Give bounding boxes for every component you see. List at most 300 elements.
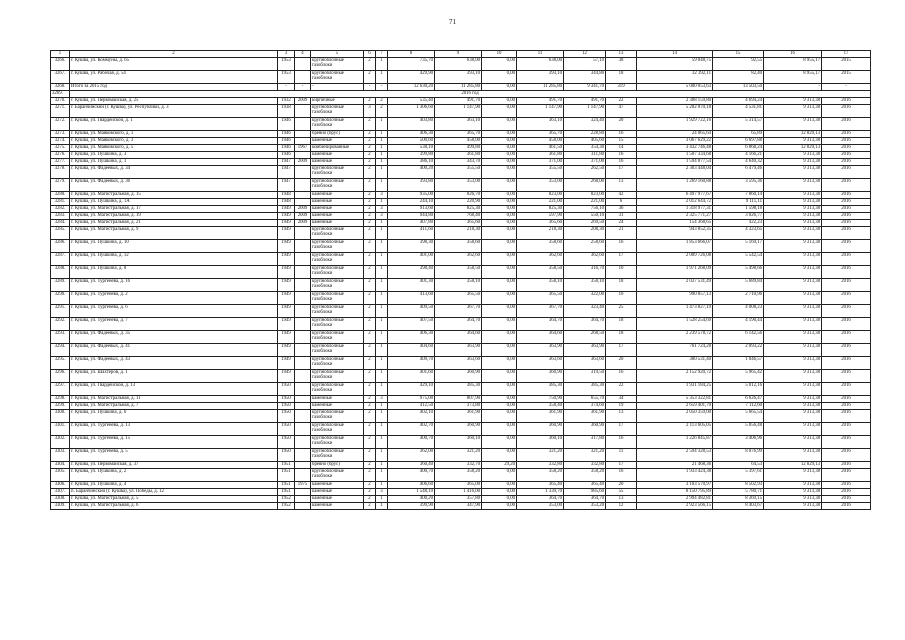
- table-cell: 8 502,93: [713, 481, 764, 488]
- table-cell: 2016: [822, 265, 871, 278]
- table-cell: 2: [364, 448, 376, 461]
- table-cell: 321,20: [564, 448, 606, 461]
- table-cell: 355,50: [435, 165, 482, 178]
- table-cell: 6 697,88: [713, 137, 764, 144]
- table-cell: комбинированные: [311, 144, 364, 151]
- table-cell: 358,20: [435, 468, 482, 481]
- table-cell: 1953: [278, 58, 295, 71]
- table-cell: 364,60: [517, 330, 564, 343]
- table-cell: 3272.: [51, 117, 70, 130]
- table-cell: 2016: [822, 205, 871, 212]
- table-cell: -: [295, 84, 311, 91]
- table-cell: 1 318 977,31: [637, 205, 713, 212]
- table-cell: 17: [606, 343, 637, 356]
- table-cell: 1949: [278, 369, 295, 382]
- table-cell: 57,10: [564, 58, 606, 71]
- table-cell: 9 313,38: [764, 158, 822, 165]
- table-row: [51, 382, 871, 395]
- table-cell: крупноблочные газоблоки: [311, 422, 364, 435]
- table-cell: 2 994 482,81: [637, 495, 713, 502]
- table-cell: 2: [364, 158, 376, 165]
- table-cell: 2: [364, 409, 376, 422]
- table-cell: 0,00: [482, 71, 517, 84]
- column-header: 16: [764, 51, 822, 58]
- table-cell: 3304.: [51, 461, 70, 468]
- table-cell: 1951: [278, 481, 295, 488]
- table-cell: 1 929 722,16: [637, 117, 713, 130]
- table-cell: 756,10: [564, 205, 606, 212]
- table-cell: 2 303 448,04: [637, 165, 713, 178]
- table-cell: 47: [606, 104, 637, 117]
- table-cell: 411,60: [388, 226, 435, 239]
- table-cell: г. Кушва, ул. Гвардейской, д. 13: [70, 382, 278, 395]
- table-cell: 363,60: [517, 356, 564, 369]
- table-cell: 2: [364, 58, 376, 71]
- table-cell: 2016: [822, 481, 871, 488]
- table-cell: 1949: [278, 304, 295, 317]
- table-cell: 363,10: [435, 117, 482, 130]
- table-cell: 321,20: [517, 448, 564, 461]
- table-cell: г. Кушва, ул. Гвардейской, д. 1: [70, 117, 278, 130]
- table-cell: 1 933 424,38: [637, 468, 713, 481]
- table-cell: 20: [606, 481, 637, 488]
- table-cell: 943 852,35: [637, 226, 713, 239]
- table-cell: 2016: [822, 198, 871, 205]
- table-cell: 9 313,38: [764, 239, 822, 252]
- table-cell: 3283.: [51, 212, 70, 219]
- table-cell: г. Кушва, ул. Фадеевых, д. 35: [70, 330, 278, 343]
- table-cell: 9 111,11: [713, 198, 764, 205]
- table-cell: 25: [606, 304, 637, 317]
- table-cell: 3 432 746,48: [637, 144, 713, 151]
- table-cell: 2016: [822, 402, 871, 409]
- table-cell: 1 339,70: [517, 488, 564, 495]
- table-cell: 5 202 070,18: [637, 104, 713, 117]
- table-cell: 385,30: [517, 382, 564, 395]
- table-cell: 11 285,80: [435, 84, 482, 91]
- table-cell: [295, 356, 311, 369]
- table-cell: 2009: [295, 219, 311, 226]
- table-cell: 358,10: [564, 278, 606, 291]
- table-cell: 1951: [278, 461, 295, 468]
- table-cell: 1: [376, 409, 388, 422]
- table-cell: 2016: [822, 304, 871, 317]
- table-cell: 268,50: [564, 330, 606, 343]
- table-cell: 22: [606, 382, 637, 395]
- table-cell: 0,00: [482, 198, 517, 205]
- table-cell: 22: [606, 97, 637, 104]
- table-cell: 29,20: [482, 461, 517, 468]
- table-cell: 317,80: [564, 435, 606, 448]
- table-cell: 17: [606, 461, 637, 468]
- table-cell: 2: [364, 461, 376, 468]
- table-cell: 0,00: [482, 495, 517, 502]
- table-cell: [295, 330, 311, 343]
- table-cell: 24 065,64: [637, 130, 713, 137]
- table-cell: 2: [364, 291, 376, 304]
- table-cell: 316,70: [564, 265, 606, 278]
- table-cell: 735,70: [388, 58, 435, 71]
- table-cell: 9 313,38: [764, 356, 822, 369]
- table-cell: 220,90: [435, 198, 482, 205]
- table-cell: 258,60: [564, 239, 606, 252]
- table-cell: г. Кушва, ул. Фадеевых, д. 36: [70, 178, 278, 191]
- table-cell: 406,30: [388, 330, 435, 343]
- table-cell: 8 955,17: [764, 71, 822, 84]
- table-cell: 1952: [278, 495, 295, 502]
- table-cell: [295, 71, 311, 84]
- table-cell: 363,90: [564, 343, 606, 356]
- table-cell: 1975: [295, 481, 311, 488]
- table-cell: 2016: [822, 117, 871, 130]
- table-cell: 2016: [822, 369, 871, 382]
- table-cell: 3 103 570,97: [637, 481, 713, 488]
- table-cell: 9 313,38: [764, 369, 822, 382]
- table-cell: 1 147,90: [435, 104, 482, 117]
- table-cell: 7 860,14: [713, 191, 764, 198]
- table-cell: 0,00: [482, 219, 517, 226]
- table-cell: 400,70: [388, 435, 435, 448]
- table-cell: 807,90: [435, 395, 482, 402]
- table-cell: г. Кушва, ул. Пушкина, д. 12: [70, 252, 278, 265]
- table-cell: 2: [376, 104, 388, 117]
- table-cell: 2: [364, 117, 376, 130]
- table-cell: 409,70: [388, 356, 435, 369]
- column-header: 8: [388, 51, 435, 58]
- table-cell: г. Кушва, ул. Тургенева, д. 15: [70, 435, 278, 448]
- table-cell: 2: [364, 422, 376, 435]
- table-cell: 2016: [822, 137, 871, 144]
- table-cell: [295, 304, 311, 317]
- table-row: [51, 402, 871, 409]
- table-cell: 0,00: [482, 97, 517, 104]
- table-cell: 1 416,00: [435, 488, 482, 495]
- table-cell: 3281.: [51, 198, 70, 205]
- table-cell: каменные: [311, 502, 364, 509]
- table-cell: 9 313,38: [764, 382, 822, 395]
- table-cell: 2015: [822, 71, 871, 84]
- column-header: 1: [51, 51, 70, 58]
- table-cell: 17: [606, 422, 637, 435]
- table-cell: 3289.: [51, 278, 70, 291]
- table-cell: 0,00: [482, 422, 517, 435]
- table-cell: 3307.: [51, 488, 70, 495]
- table-cell: 2 239 578,72: [637, 330, 713, 343]
- table-cell: крупноблочные газоблоки: [311, 330, 364, 343]
- table-cell: 0,00: [482, 117, 517, 130]
- table-cell: г. Кушва, ул. Магистральная, д. 11: [70, 395, 278, 402]
- table-cell: 2: [364, 144, 376, 151]
- column-header: 12: [564, 51, 606, 58]
- table-cell: 2 710,96: [713, 291, 764, 304]
- table-cell: 9 313,38: [764, 212, 822, 219]
- column-header: 2: [70, 51, 278, 58]
- table-cell: [295, 422, 311, 435]
- table-cell: 8 369,15: [713, 495, 764, 502]
- table-cell: 262,50: [564, 165, 606, 178]
- table-cell: 0,00: [482, 212, 517, 219]
- table-cell: 361,90: [517, 409, 564, 422]
- table-cell: 332,80: [517, 461, 564, 468]
- table-cell: 16: [606, 239, 637, 252]
- table-cell: 393,10: [517, 71, 564, 84]
- table-cell: 491,70: [517, 97, 564, 104]
- table-cell: 363,60: [435, 356, 482, 369]
- table-cell: 12 829,13: [764, 461, 822, 468]
- table-cell: 2: [364, 219, 376, 226]
- table-cell: 355,50: [517, 165, 564, 178]
- column-header: 3: [278, 51, 295, 58]
- table-cell: 5 353 322,81: [637, 395, 713, 402]
- table-cell: крупноблочные газоблоки: [311, 382, 364, 395]
- table-cell: 400,20: [388, 165, 435, 178]
- table-cell: крупноблочные газоблоки: [311, 165, 364, 178]
- table-cell: г. Кушва, ул. Пушкина, д. 3: [70, 151, 278, 158]
- table-cell: 358,10: [435, 278, 482, 291]
- table-cell: 393,10: [435, 71, 482, 84]
- table-cell: 319,50: [564, 369, 606, 382]
- table-cell: 0,00: [482, 58, 517, 71]
- table-cell: 1950: [278, 409, 295, 422]
- table-cell: 2 113 605,05: [637, 422, 713, 435]
- table-cell: 2: [364, 369, 376, 382]
- table-cell: крупноблочные газоблоки: [311, 252, 364, 265]
- table-cell: [295, 291, 311, 304]
- table-row: [51, 137, 871, 144]
- table-cell: 2: [364, 151, 376, 158]
- table-cell: 0,00: [482, 435, 517, 448]
- table-cell: [295, 402, 311, 409]
- table-cell: 2: [364, 239, 376, 252]
- table-cell: 638,00: [517, 58, 564, 71]
- table-cell: крупноблочные газоблоки: [311, 226, 364, 239]
- table-cell: 2016: [822, 317, 871, 330]
- table-cell: г. Кушва, ул. Тургенева, д. 7: [70, 317, 278, 330]
- table-cell: 3291.: [51, 304, 70, 317]
- table-cell: 18: [606, 278, 637, 291]
- table-cell: 1: [376, 435, 388, 448]
- table-row: [51, 369, 871, 382]
- table-cell: 458,00: [435, 137, 482, 144]
- table-cell: г. Баранчинский (г. Кушва), ул. Республики, д. 3: [70, 104, 278, 117]
- table-cell: 2016: [822, 252, 871, 265]
- table-cell: 9 313,38: [764, 97, 822, 104]
- table-cell: г. Кушва, ул. Тургенева, д. 16: [70, 278, 278, 291]
- table-cell: 16: [606, 435, 637, 448]
- table-cell: 2016: [822, 330, 871, 343]
- table-cell: 401,00: [388, 252, 435, 265]
- table-cell: 0,00: [482, 104, 517, 117]
- table-cell: 2: [364, 252, 376, 265]
- table-cell: 500,60: [388, 137, 435, 144]
- table-cell: [295, 198, 311, 205]
- table-cell: 5 000 053,63: [637, 84, 713, 91]
- table-cell: [295, 239, 311, 252]
- table-cell: 1: [376, 178, 388, 191]
- table-row: [51, 304, 871, 317]
- table-cell: 13: [606, 409, 637, 422]
- table-cell: 1: [376, 448, 388, 461]
- table-cell: 1 473 827,19: [637, 304, 713, 317]
- table-cell: 0,00: [482, 409, 517, 422]
- table-cell: 3288.: [51, 265, 70, 278]
- table-cell: 9 341,70: [564, 84, 606, 91]
- table-cell: 1: [376, 402, 388, 409]
- table-cell: 2 050 359,00: [637, 409, 713, 422]
- table-cell: г. Кушва, ул. Коммуны, д. 65: [70, 58, 278, 71]
- table-cell: 975,00: [388, 395, 435, 402]
- table-cell: г. Кушва, ул. Пушкина, д. 6: [70, 409, 278, 422]
- table-cell: 362,60: [435, 252, 482, 265]
- table-cell: 5 856,48: [713, 422, 764, 435]
- table-cell: каменные: [311, 219, 364, 226]
- table-cell: каменные: [311, 151, 364, 158]
- table-cell: 3267.: [51, 71, 70, 84]
- table-cell: 3297.: [51, 382, 70, 395]
- table-cell: 17: [606, 252, 637, 265]
- table-cell: 1938: [278, 104, 295, 117]
- table-cell: 1949: [278, 291, 295, 304]
- table-cell: г. Кушва, ул. Магистральная, д. 9: [70, 226, 278, 239]
- table-cell: 323,40: [564, 304, 606, 317]
- table-cell: 38: [606, 58, 637, 71]
- table-cell: 1 226 845,87: [637, 435, 713, 448]
- table-cell: 2 037 531,49: [637, 278, 713, 291]
- table-cell: 9 313,38: [764, 435, 822, 448]
- table-row: [51, 117, 871, 130]
- table-cell: 0,00: [482, 84, 517, 91]
- table-cell: 535,40: [388, 97, 435, 104]
- table-cell: 2016: [822, 219, 871, 226]
- column-header: 14: [637, 51, 713, 58]
- table-row: [51, 265, 871, 278]
- table-cell: 358,40: [517, 402, 564, 409]
- table-cell: 412,50: [388, 402, 435, 409]
- table-cell: 364,70: [517, 495, 564, 502]
- table-cell: 9 313,38: [764, 488, 822, 495]
- table-cell: [295, 58, 311, 71]
- table-cell: 2: [364, 226, 376, 239]
- table-cell: 3: [376, 205, 388, 212]
- table-cell: 1949: [278, 343, 295, 356]
- table-cell: 3299.: [51, 402, 70, 409]
- column-header: 7: [376, 51, 388, 58]
- table-cell: 1946: [278, 144, 295, 151]
- table-cell: 321,20: [435, 448, 482, 461]
- table-cell: 385,30: [435, 382, 482, 395]
- table-cell: 2: [376, 97, 388, 104]
- table-cell: 538,10: [388, 144, 435, 151]
- table-cell: 1 971 268,09: [637, 265, 713, 278]
- table-cell: 5 169,17: [713, 239, 764, 252]
- table-cell: 154 368,65: [637, 219, 713, 226]
- table-cell: 0,00: [482, 356, 517, 369]
- table-cell: 3284.: [51, 219, 70, 226]
- table-cell: 16: [606, 369, 637, 382]
- table-cell: 2016: [822, 409, 871, 422]
- table-cell: г. Кушва, ул. Магистральная, д. 15: [70, 191, 278, 198]
- table-cell: 398,40: [388, 265, 435, 278]
- table-cell: крупноблочные газоблоки: [311, 178, 364, 191]
- table-cell: 1949: [278, 219, 295, 226]
- table-cell: 2: [364, 71, 376, 84]
- table-cell: 6 479,46: [713, 165, 764, 178]
- table-cell: крупноблочные газоблоки: [311, 356, 364, 369]
- table-cell: 3290.: [51, 291, 70, 304]
- table-cell: 1 306,60: [388, 104, 435, 117]
- table-cell: 3292.: [51, 317, 70, 330]
- table-cell: 2016: [822, 502, 871, 509]
- table-cell: 358,20: [564, 468, 606, 481]
- table-cell: 9 313,38: [764, 198, 822, 205]
- table-cell: 9 313,38: [764, 343, 822, 356]
- table-cell: [295, 226, 311, 239]
- table-cell: [295, 488, 311, 495]
- table-cell: 9 313,38: [764, 395, 822, 402]
- table-cell: 2: [364, 330, 376, 343]
- table-cell: 491,70: [564, 97, 606, 104]
- table-cell: 380 531,40: [637, 356, 713, 369]
- table-cell: 1: [376, 71, 388, 84]
- table-cell: 365,40: [564, 481, 606, 488]
- table-cell: 2016: [822, 97, 871, 104]
- table-cell: 332,80: [564, 461, 606, 468]
- table-row: [51, 356, 871, 369]
- table-row: [51, 448, 871, 461]
- table-cell: 12 630,20: [388, 84, 435, 91]
- table-cell: 2016: [822, 495, 871, 502]
- table-cell: -: [311, 84, 364, 91]
- table-cell: 16: [606, 151, 637, 158]
- table-cell: 6: [606, 198, 637, 205]
- table-cell: 3286.: [51, 239, 70, 252]
- table-cell: 3285.: [51, 226, 70, 239]
- table-cell: 2016: [822, 212, 871, 219]
- table-cell: 825,30: [517, 205, 564, 212]
- table-cell: [295, 178, 311, 191]
- table-cell: г. Кушва, ул. Магистральная, д. 6: [70, 502, 278, 509]
- table-cell: 2 093,22: [713, 343, 764, 356]
- table-cell: 2: [364, 502, 376, 509]
- table-cell: 1946: [278, 137, 295, 144]
- housing-register-table: [50, 50, 871, 510]
- table-cell: 2 594 328,53: [637, 448, 713, 461]
- table-row: [51, 144, 871, 151]
- table-cell: [295, 130, 311, 137]
- table-cell: [295, 117, 311, 130]
- table-cell: 1949: [278, 265, 295, 278]
- table-cell: 357,80: [435, 495, 482, 502]
- table-cell: [295, 369, 311, 382]
- table-cell: 12: [606, 502, 637, 509]
- table-cell: 11: [606, 448, 637, 461]
- table-cell: 935,00: [388, 191, 435, 198]
- table-cell: -: [278, 84, 295, 91]
- column-number-header: [51, 51, 871, 58]
- table-cell: 208,30: [564, 226, 606, 239]
- table-cell: 360,90: [517, 422, 564, 435]
- table-cell: 2016: [822, 395, 871, 402]
- table-cell: 10: [606, 265, 637, 278]
- table-cell: крупноблочные газоблоки: [311, 291, 364, 304]
- table-cell: каменные: [311, 137, 364, 144]
- table-cell: 360,10: [435, 435, 482, 448]
- table-cell: 1: [376, 304, 388, 317]
- table-cell: 3294.: [51, 343, 70, 356]
- column-header: 17: [822, 51, 871, 58]
- table-cell: 362,00: [388, 448, 435, 461]
- table-cell: 2016: [822, 191, 871, 198]
